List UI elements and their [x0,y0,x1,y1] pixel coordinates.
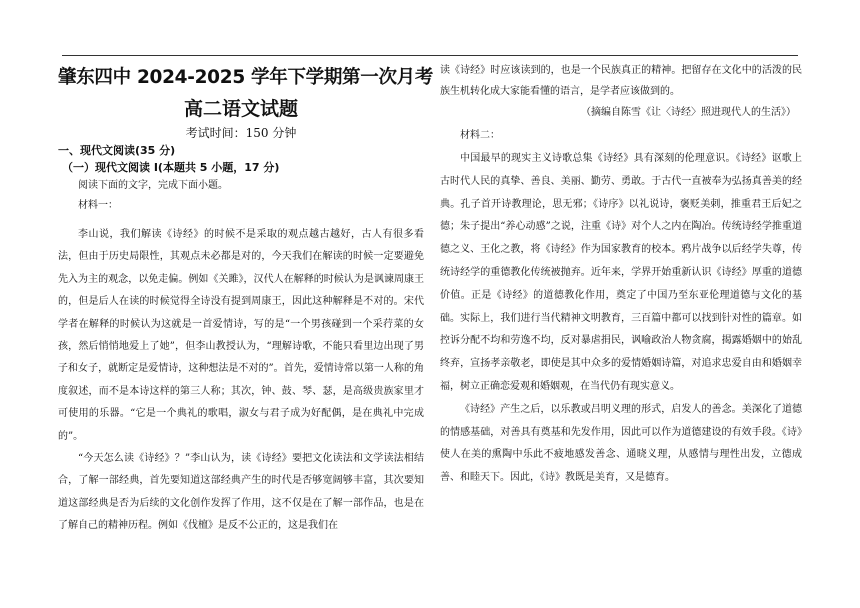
instruction-text: 阅读下面的文字，完成下面小题。 [78,180,228,191]
material-two-label: 材料二： [460,130,500,141]
section-heading: 一、现代文阅读(35 分) [58,144,176,157]
header-rule [62,55,798,56]
paragraph: 李山说，我们解读《诗经》的时候不是采取的观点越古越好，古人有很多看法，但由于历史局限性，其观点未必都是对的，今天我们在解读的时候一定要避免先入为主的观念，以免走偏。例如《关雎》，汉代人在解释的时候认为是讽谏周康王的，但是后人在读的时候觉得全诗没有提到周康王，因此这种解释是不对的。宋代学者在解释的时候认为这就是一首爱情诗，写的是“一个男孩碰到一个采荇菜的女孩，然后悄悄地爱上了她”，但李山教授认为，“理解诗歌，不能只看里边出现了男子和女子，就断定是爱情诗，这种想法是不对的”。首先，爱情诗常以第一人称的角度叙述，而不是本诗这样的第三人称；其次，钟、鼓、琴、瑟，是高级贵族家里才可使用的乐器。“它是一个典礼的歌唱，淑女与君子成为好配偶，是在典礼中完成的”。 [58,229,424,442]
paragraph: 中国最早的现实主义诗歌总集《诗经》具有深刻的伦理意识。《诗经》讴歌上古时代人民的真挚、善良、美丽、勤劳、勇敢。于古代一直被奉为弘扬真善美的经典。孔子首开诗教理论，思无邪；《诗序》以礼说诗，褒贬美刺，推重君王后妃之德；朱子提出“养心动感”之说，注重《诗》对个人之内在陶冶。传统诗经学推重道德之义、王化之教，将《诗经》作为国家教育的校本。鸦片战争以后经学失尊，传统诗经学的重德教化传统被抛弃。近年来，学界开始重新认识《诗经》厚重的道德价值。正是《诗经》的道德教化作用，奠定了中国乃至东亚伦理道德与文化的基础。实际上，我们进行当代精神文明教育，三百篇中都可以找到针对性的篇章。如控诉分配不均和劳逸不均，反对暴虐捐民，讽喻政治人物贪腐，揭露婚姻中的始乱终弃，宣扬孝亲敬老，即使是其中众多的爱情婚姻诗篇，对追求忠爱自由和婚姻幸福，树立正确恋爱观和婚姻观，在当代仍有现实意义。 [440,153,802,392]
paragraph: “今天怎么读《诗经》？”李山认为，读《诗经》要把文化读法和文学读法相结合，了解一部经典，首先要知道这部经典产生的时代是否够宽阔够丰富，其次要知道这部经典是否为后续的文化创作发挥了作用，这不仅是在了解一部作品，也是在了解自己的精神历程。例如《伐檀》是反不公正的，这是我们在 [58,453,424,532]
material-one-label: 材料一： [78,200,118,211]
subsection-heading: （一）现代文阅读 I(本题共 5 小题，17 分) [62,161,280,174]
right-column [440,60,802,490]
paragraph: 读《诗经》时应该读到的，也是一个民族真正的精神。把留存在文化中的活泼的民族生机转化成大家能看懂的语言，是学者应该做到的。 [440,65,802,97]
citation: （摘编自陈雪《让〈诗经〉照进现代人的生活》） [581,107,796,118]
exam-time: 考试时间：150 分钟 [185,126,297,140]
exam-title: 肇东四中 2024-2025 学年下学期第一次月考 [58,67,434,88]
left-column [58,60,434,538]
exam-subtitle: 高二语文试题 [183,98,298,120]
paragraph: 《诗经》产生之后，以乐教或吕明义理的形式，启发人的善念。美深化了道德的情感基础，对善具有奠基和先发作用，因此可以作为道德建设的有效手段。《诗》使人在美的熏陶中乐此不疲地感发善念、通晓义理，从感情与理性出发，立德成善、和睦天下。因此，《诗》教既是美育，又是德育。 [440,403,802,484]
